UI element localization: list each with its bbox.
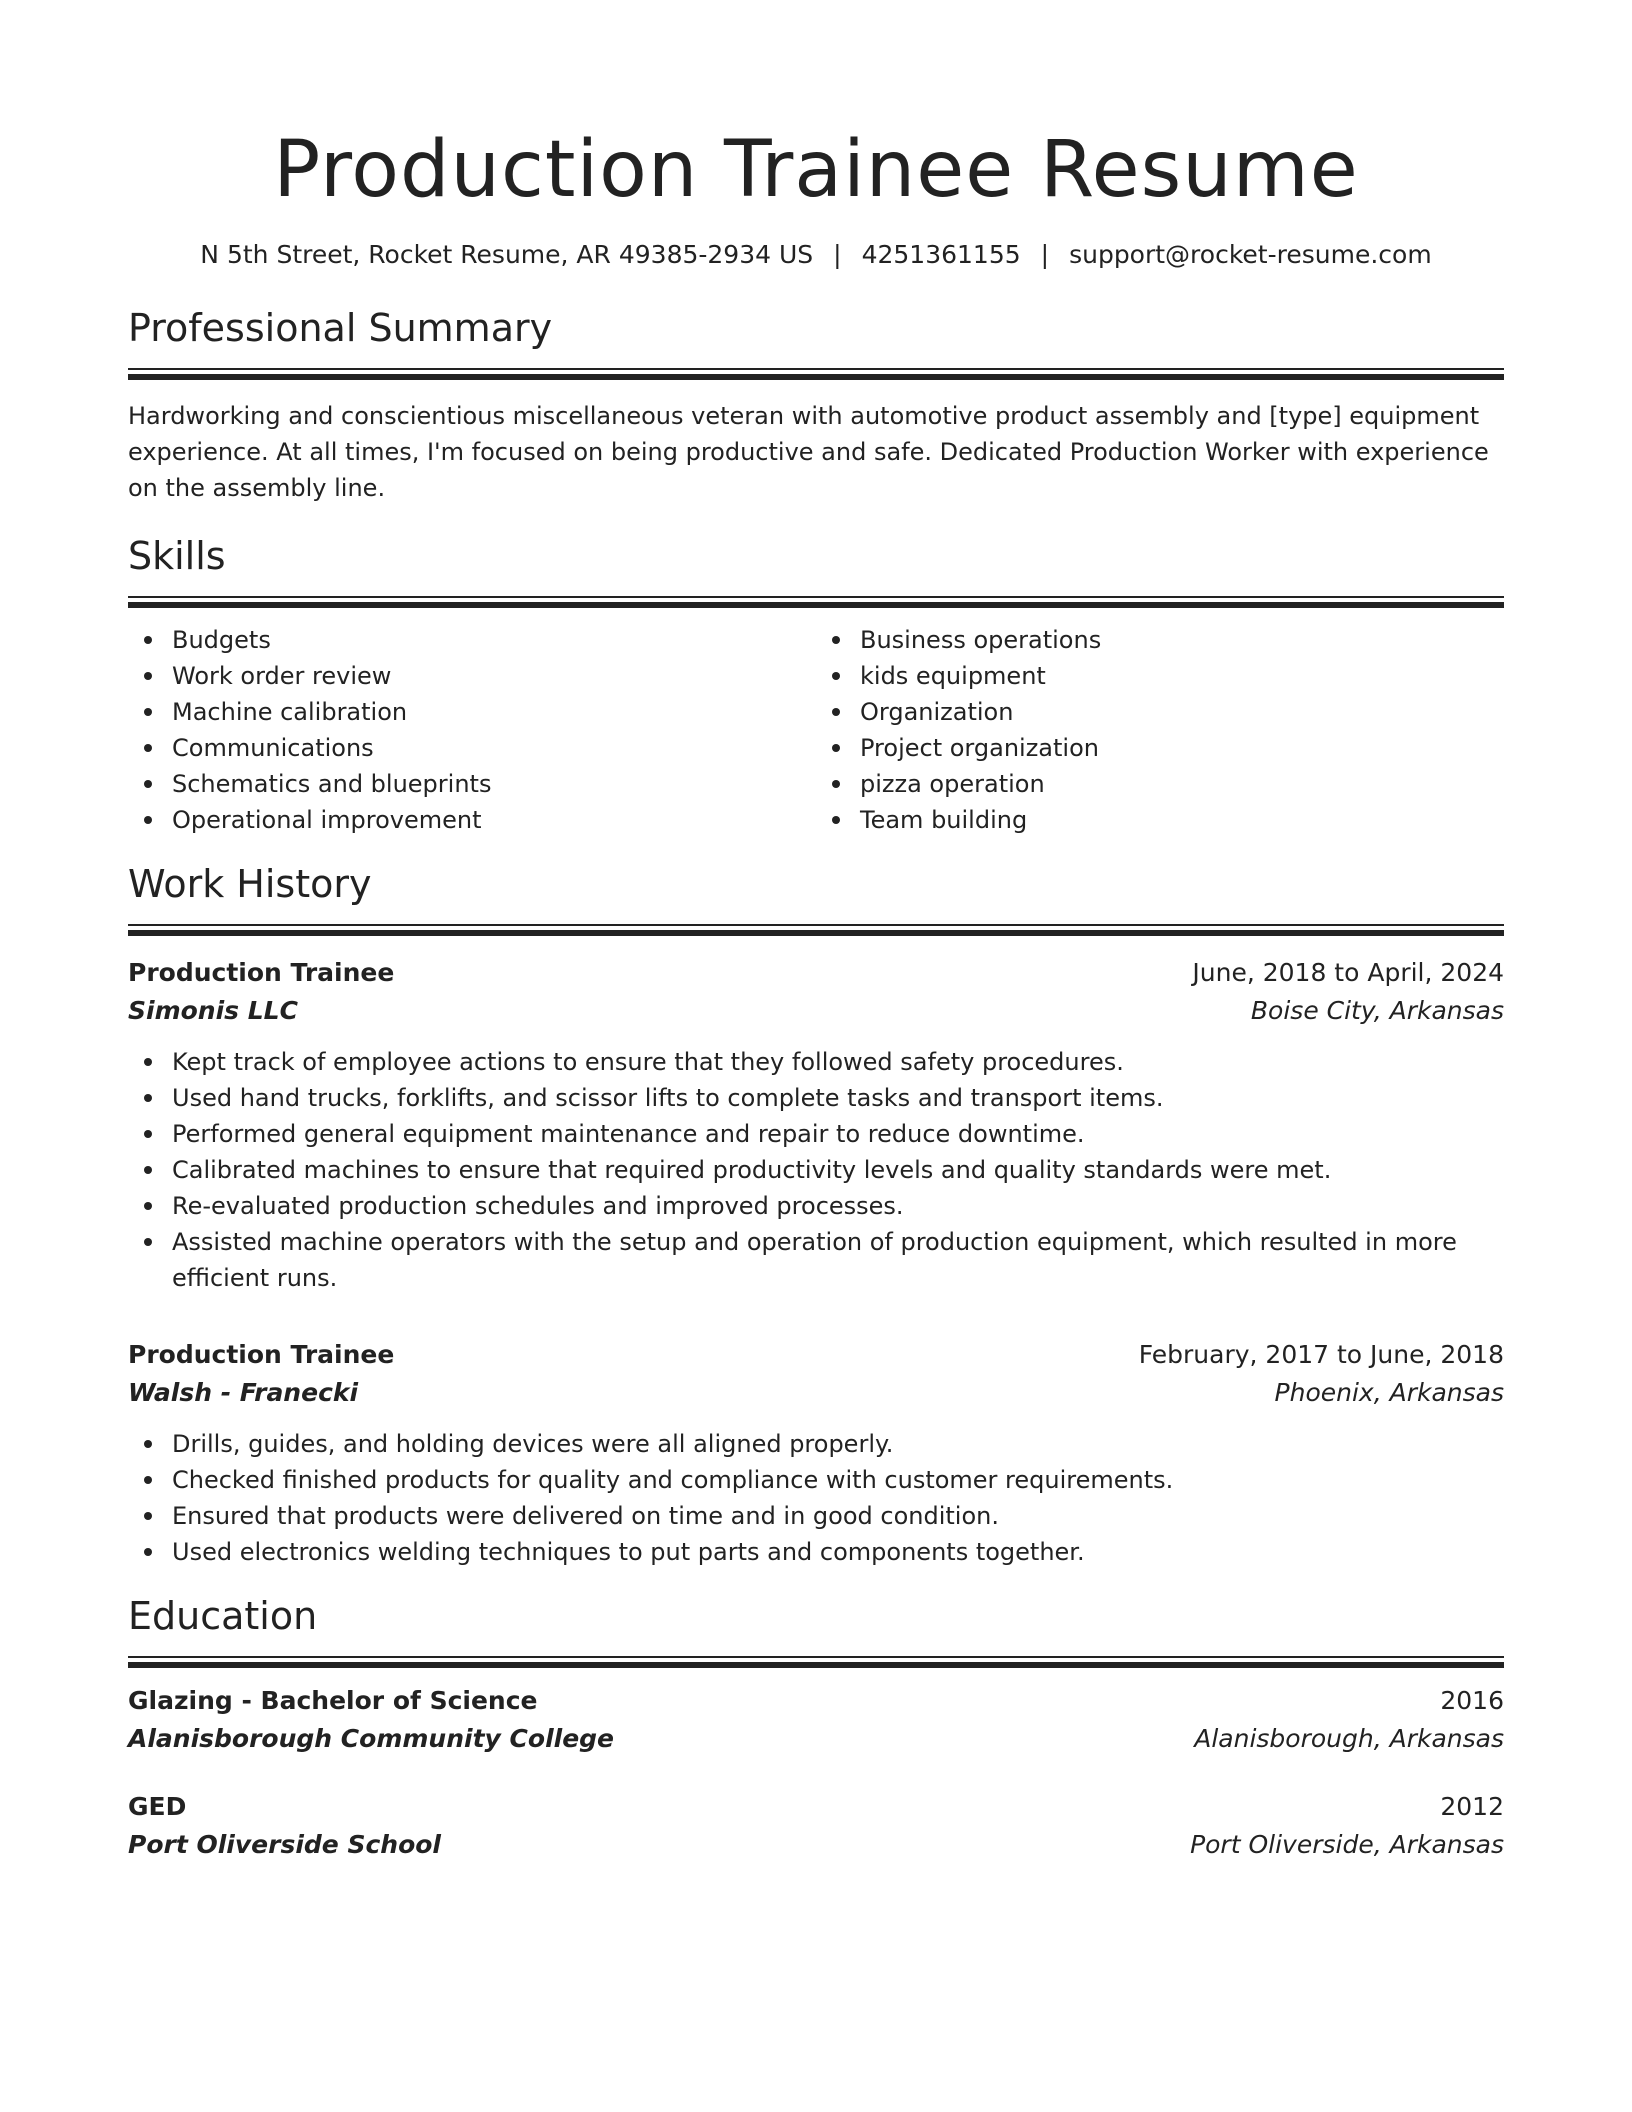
skill-item: Business operations	[860, 622, 1504, 658]
education-school: Port Oliverside School	[128, 1830, 442, 1859]
skill-item: Budgets	[172, 622, 816, 658]
job-company: Walsh - Franecki	[128, 1378, 359, 1407]
job-bullet: Used electronics welding techniques to put parts and components together.	[172, 1534, 1504, 1570]
skill-item: Operational improvement	[172, 802, 816, 838]
job-company: Simonis LLC	[128, 996, 298, 1025]
education-location: Port Oliverside, Arkansas	[1190, 1830, 1504, 1859]
contact-line	[128, 238, 1504, 272]
education-heading: Education	[128, 1594, 318, 1638]
skills-column-right	[816, 622, 1504, 838]
education-year: 2016	[1440, 1686, 1504, 1715]
job-header-row	[128, 954, 1504, 992]
job-bullets	[128, 1426, 1504, 1570]
skill-item: Work order review	[172, 658, 816, 694]
job-bullet: Re-evaluated production schedules and improved processes.	[172, 1188, 1504, 1224]
skill-item: Team building	[860, 802, 1504, 838]
education-section	[128, 1592, 1504, 1864]
job-entry	[128, 954, 1504, 1296]
education-school-row	[128, 1826, 1504, 1864]
education-entry	[128, 1788, 1504, 1864]
skills-heading: Skills	[128, 534, 226, 578]
education-degree: Glazing - Bachelor of Science	[128, 1686, 538, 1715]
job-bullet: Ensured that products were delivered on time and in good condition.	[172, 1498, 1504, 1534]
contact-address: N 5th Street, Rocket Resume, AR 49385-2934 US	[200, 240, 814, 269]
job-dates: February, 2017 to June, 2018	[1138, 1340, 1504, 1369]
job-bullet: Assisted machine operators with the setup and operation of production equipment, which resulted in more efficient runs.	[172, 1224, 1504, 1296]
education-header-row	[128, 1682, 1504, 1720]
job-bullet: Used hand trucks, forklifts, and scissor lifts to complete tasks and transport items.	[172, 1080, 1504, 1116]
summary-section	[128, 304, 1504, 506]
contact-separator: |	[1040, 240, 1050, 269]
job-title: Production Trainee	[128, 958, 395, 987]
contact-email[interactable]: support@rocket-resume.com	[1069, 240, 1432, 269]
section-divider	[128, 924, 1504, 936]
skill-item: Communications	[172, 730, 816, 766]
skill-item: Organization	[860, 694, 1504, 730]
education-school-row	[128, 1720, 1504, 1758]
skills-column-left	[128, 622, 816, 838]
education-year: 2012	[1440, 1792, 1504, 1821]
section-divider	[128, 368, 1504, 380]
job-bullet: Performed general equipment maintenance and repair to reduce downtime.	[172, 1116, 1504, 1152]
skills-section	[128, 532, 1504, 838]
job-company-row	[128, 992, 1504, 1030]
work-history-heading: Work History	[128, 862, 372, 906]
section-divider	[128, 1656, 1504, 1668]
job-header-row	[128, 1336, 1504, 1374]
education-school: Alanisborough Community College	[128, 1724, 615, 1753]
skill-item: pizza operation	[860, 766, 1504, 802]
job-bullet: Drills, guides, and holding devices were all aligned properly.	[172, 1426, 1504, 1462]
education-header-row	[128, 1788, 1504, 1826]
skills-grid	[128, 622, 1504, 838]
section-divider	[128, 596, 1504, 608]
education-degree: GED	[128, 1792, 187, 1821]
education-location: Alanisborough, Arkansas	[1194, 1724, 1504, 1753]
job-bullet: Checked finished products for quality and compliance with customer requirements.	[172, 1462, 1504, 1498]
job-location: Boise City, Arkansas	[1250, 996, 1504, 1025]
skill-item: kids equipment	[860, 658, 1504, 694]
work-history-section	[128, 860, 1504, 1570]
skill-item: Machine calibration	[172, 694, 816, 730]
education-entry	[128, 1682, 1504, 1758]
job-location: Phoenix, Arkansas	[1274, 1378, 1504, 1407]
summary-heading: Professional Summary	[128, 306, 553, 350]
contact-separator: |	[833, 240, 842, 269]
job-bullet: Calibrated machines to ensure that required productivity levels and quality standards were met.	[172, 1152, 1504, 1188]
job-bullets	[128, 1044, 1504, 1296]
summary-text: Hardworking and conscientious miscellaneous veteran with automotive product assembly and [type] equipment experience. At all times, I'm focused on being productive and safe. Dedicated Production Worker with experience on the assembly line.	[128, 402, 1489, 502]
job-company-row	[128, 1374, 1504, 1412]
job-entry	[128, 1336, 1504, 1570]
job-dates: June, 2018 to April, 2024	[1192, 958, 1504, 987]
skill-item: Project organization	[860, 730, 1504, 766]
job-title: Production Trainee	[128, 1340, 395, 1369]
resume-title: Production Trainee Resume	[273, 125, 1359, 215]
contact-phone: 4251361155	[861, 240, 1021, 269]
job-bullet: Kept track of employee actions to ensure that they followed safety procedures.	[172, 1044, 1504, 1080]
skill-item: Schematics and blueprints	[172, 766, 816, 802]
